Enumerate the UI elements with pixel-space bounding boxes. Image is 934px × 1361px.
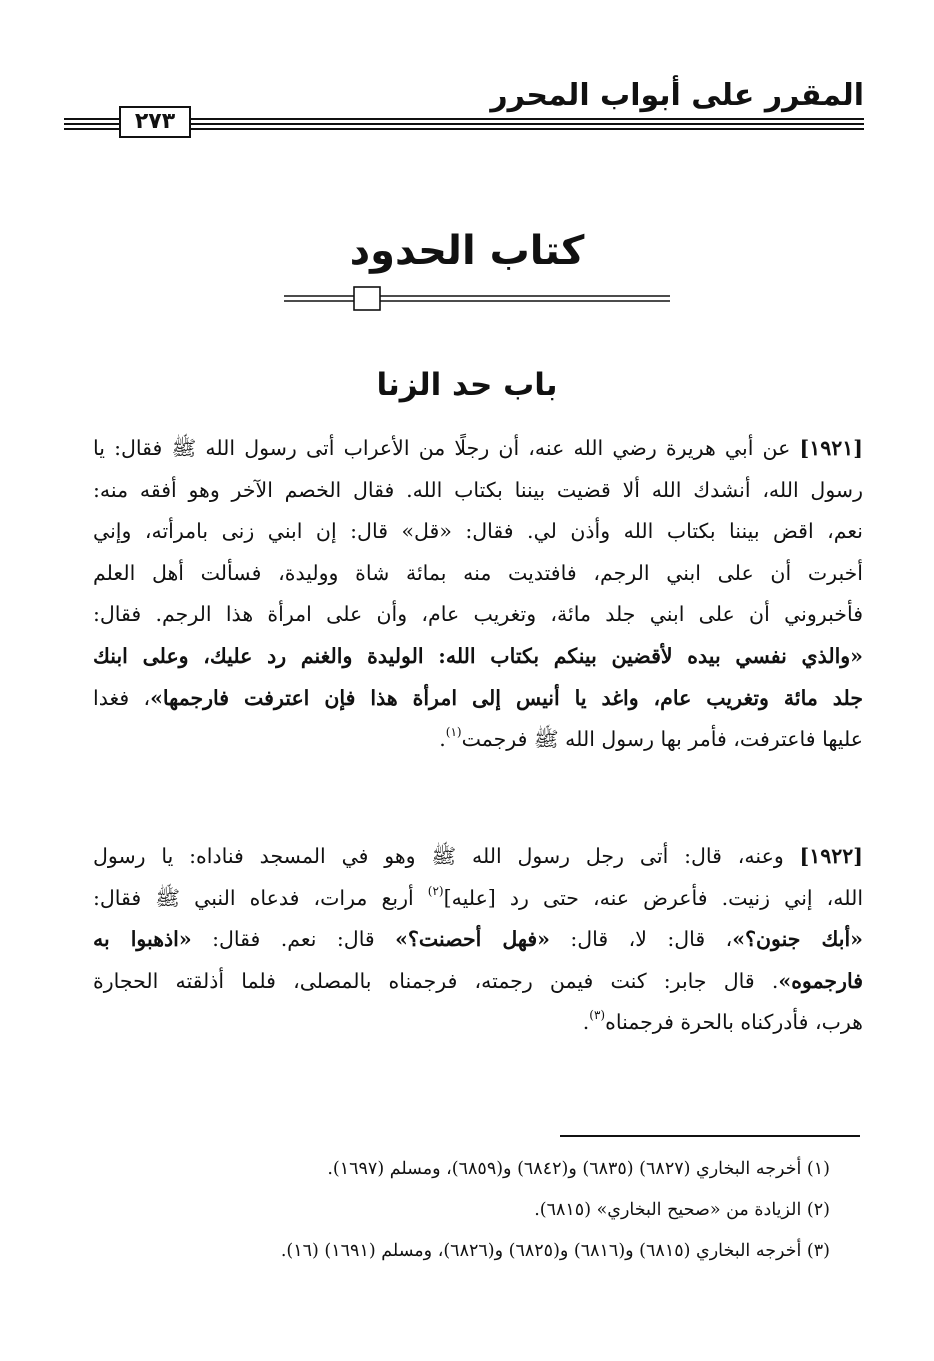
text-line [93, 961, 863, 1003]
text-line [93, 594, 863, 636]
text-segment: أخبرت أن على ابني الرجم، فافتديت منه بمائة شاة ووليدة، فسألت أهل العلم [93, 560, 863, 585]
footnote-separator [560, 1135, 860, 1137]
text-segment: أربع مرات، فدعاه النبي ﷺ فقال: [93, 885, 428, 910]
prophetic-quote: «أبك جنون؟» [732, 927, 863, 952]
text-segment: الله، إني زنيت. فأعرض عنه، حتى رد [عليه] [443, 885, 864, 910]
text-segment: وعنه، قال: أتى رجل رسول الله ﷺ وهو في المسجد فناداه: يا رسول [93, 844, 800, 868]
footnote-3: (٣) أخرجه البخاري (٦٨١٥) و(٦٨١٦) و(٦٨٢٥) و(٦٨٢٦)، ومسلم (١٦٩١) (١٦). [280, 1241, 830, 1261]
text-segment: . قال جابر: كنت فيمن رجمته، فرجمناه بالمصلى، فلما أذلقته الحجارة [93, 968, 779, 993]
text-segment: رسول الله، أنشدك الله ألا قضيت بيننا بكتاب الله. فقال الخصم الآخر وهو أفقه منه: [93, 477, 863, 502]
prophetic-quote: «والذي نفسي بيده لأقضين بينكم بكتاب الله: الوليدة والغنم رد عليك، وعلى ابنك [93, 643, 863, 668]
title-ornament [284, 286, 670, 312]
text-line [93, 1002, 863, 1044]
text-segment: ، فغدا [93, 685, 151, 710]
prophetic-quote: جلد مائة وتغريب عام، واغد يا أنيس إلى امرأة هذا فإن اعترفت فارجمها» [150, 685, 863, 710]
text-line [93, 428, 863, 470]
text-segment: فأخبروني أن على ابني جلد مائة، وتغريب عام، وأن على امرأة هذا الرجم. فقال: [93, 602, 863, 627]
footnotes [70, 1149, 830, 1272]
chapter-title: باب حد الزنا [376, 367, 558, 403]
hadith-number: [١٩٢١] [799, 436, 863, 460]
book-title: كتاب الحدود [349, 228, 585, 274]
footnote-ref-1: (١) [445, 725, 462, 740]
text-segment: قال: نعم. فقال: [191, 927, 396, 952]
text-segment: ، قال: لا، قال: [549, 927, 733, 952]
hadith-1922 [93, 836, 863, 1044]
prophetic-quote: «فهل أحصنت؟» [395, 927, 550, 952]
running-title: المقرر على أبواب المحرر [490, 78, 864, 113]
text-line [93, 878, 863, 920]
running-header [64, 72, 864, 142]
footnote-2: (٢) الزيادة من «صحيح البخاري» (٦٨١٥). [534, 1200, 830, 1220]
text-segment: عليها فاعترفت، فأمر بها رسول الله ﷺ فرجمت [461, 727, 863, 752]
text-segment: . [439, 727, 446, 752]
text-segment: نعم، اقض بيننا بكتاب الله وأذن لي. فقال: «قل» قال: إن ابني زنى بامرأته، وإني [93, 519, 863, 544]
text-segment: هرب، فأدركناه بالحرة فرجمناه [605, 1010, 863, 1035]
text-line [93, 470, 863, 512]
prophetic-quote: «اذهبوا به [93, 927, 192, 952]
footnote-1: (١) أخرجه البخاري (٦٨٢٧) (٦٨٣٥) و(٦٨٤٢) و(٦٨٥٩)، ومسلم (١٦٩٧). [327, 1159, 830, 1179]
hadith-number: [١٩٢٢] [799, 844, 863, 868]
text-line [93, 836, 863, 878]
prophetic-quote: فارجموه» [778, 968, 863, 993]
text-line [93, 553, 863, 595]
footnote-ref-2: (٢) [427, 883, 444, 898]
page-number: ٢٧٣ [119, 106, 191, 138]
text-segment: عن أبي هريرة رضي الله عنه، أن رجلًا من الأعراب أتى رسول الله ﷺ فقال: يا [93, 436, 800, 460]
text-line [93, 919, 863, 961]
text-line [93, 511, 863, 553]
text-segment: . [582, 1010, 590, 1035]
text-line [93, 678, 863, 720]
text-line [93, 719, 863, 761]
text-line [93, 636, 863, 678]
footnote-ref-3: (٣) [589, 1008, 606, 1023]
hadith-1921 [93, 428, 863, 761]
